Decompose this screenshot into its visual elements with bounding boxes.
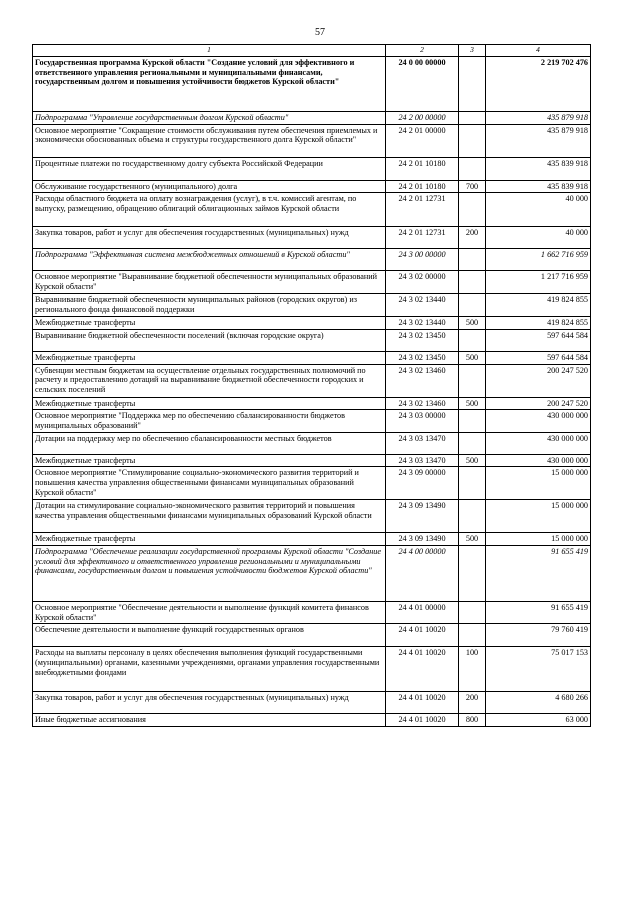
row-code-cell: 24 4 01 10020 — [386, 714, 459, 727]
budget-table — [32, 44, 591, 727]
row-expense-type-cell — [459, 500, 486, 533]
row-amount-cell: 91 655 419 — [486, 601, 591, 623]
row-name-cell: Обеспечение деятельности и выполнение функций государственных органов — [33, 624, 386, 647]
row-amount-cell: 2 219 702 476 — [486, 56, 591, 111]
row-expense-type-cell — [459, 624, 486, 647]
row-expense-type-cell — [459, 467, 486, 500]
table-row — [33, 157, 591, 180]
table-row — [33, 317, 591, 330]
column-header-name: 1 — [33, 45, 386, 57]
table-row — [33, 454, 591, 467]
row-expense-type-cell — [459, 111, 486, 124]
row-amount-cell: 419 824 855 — [486, 294, 591, 317]
row-expense-type-cell — [459, 124, 486, 157]
row-expense-type-cell — [459, 410, 486, 432]
row-expense-type-cell: 500 — [459, 317, 486, 330]
row-code-cell: 24 3 09 13490 — [386, 533, 459, 546]
row-code-cell: 24 3 03 13470 — [386, 454, 459, 467]
row-amount-cell: 435 879 918 — [486, 124, 591, 157]
row-name-cell: Основное мероприятие "Поддержка мер по обеспечению сбалансированности бюджетов муниципальных образований" — [33, 410, 386, 432]
row-expense-type-cell — [459, 193, 486, 227]
table-row — [33, 692, 591, 714]
table-row — [33, 180, 591, 193]
column-header-amount: 4 — [486, 45, 591, 57]
table-row — [33, 601, 591, 623]
row-name-cell: Закупка товаров, работ и услуг для обеспечения государственных (муниципальных) нужд — [33, 692, 386, 714]
row-name-cell: Межбюджетные трансферты — [33, 533, 386, 546]
row-name-cell: Закупка товаров, работ и услуг для обеспечения государственных (муниципальных) нужд — [33, 227, 386, 249]
row-expense-type-cell: 500 — [459, 351, 486, 364]
table-row — [33, 329, 591, 351]
row-expense-type-cell — [459, 545, 486, 601]
table-row — [33, 624, 591, 647]
table-row — [33, 351, 591, 364]
row-name-cell: Расходы на выплаты персоналу в целях обеспечения выполнения функций государственными (муниципальными) органами, казенными учреждениями, органами управления государственными внебюджетными фондами — [33, 647, 386, 692]
row-name-cell: Иные бюджетные ассигнования — [33, 714, 386, 727]
row-code-cell: 24 4 00 00000 — [386, 545, 459, 601]
page-number: 57 — [315, 27, 325, 38]
row-code-cell: 24 3 09 00000 — [386, 467, 459, 500]
table-row — [33, 545, 591, 601]
row-amount-cell: 435 879 918 — [486, 111, 591, 124]
row-amount-cell: 79 760 419 — [486, 624, 591, 647]
row-code-cell: 24 3 00 00000 — [386, 249, 459, 271]
row-code-cell: 24 3 03 13470 — [386, 432, 459, 454]
table-row — [33, 124, 591, 157]
row-code-cell: 24 4 01 10020 — [386, 647, 459, 692]
row-name-cell: Государственная программа Курской области "Создание условий для эффективного и ответственного управления региональными и муниципальными финансами, государственным долгом и повышения устойчивости бюджетов Курской области" — [33, 56, 386, 111]
row-name-cell: Обслуживание государственного (муниципального) долга — [33, 180, 386, 193]
table-row — [33, 249, 591, 271]
row-name-cell: Основное мероприятие "Выравнивание бюджетной обеспеченности муниципальных образований Курской области" — [33, 271, 386, 294]
row-expense-type-cell: 500 — [459, 454, 486, 467]
row-name-cell: Процентные платежи по государственному долгу субъекта Российской Федерации — [33, 157, 386, 180]
row-expense-type-cell: 200 — [459, 227, 486, 249]
row-amount-cell: 40 000 — [486, 193, 591, 227]
row-amount-cell: 430 000 000 — [486, 410, 591, 432]
row-name-cell: Основное мероприятие "Обеспечение деятельности и выполнение функций комитета финансов Курской области" — [33, 601, 386, 623]
row-amount-cell: 4 680 266 — [486, 692, 591, 714]
row-name-cell: Межбюджетные трансферты — [33, 317, 386, 330]
row-code-cell: 24 4 01 10020 — [386, 624, 459, 647]
table-row — [33, 294, 591, 317]
row-expense-type-cell — [459, 601, 486, 623]
row-name-cell: Субвенции местным бюджетам на осуществление отдельных государственных полномочий по расчету и предоставлению дотаций на выравнивание бюджетной обеспеченности городских и сельских поселений — [33, 364, 386, 397]
row-amount-cell: 200 247 520 — [486, 364, 591, 397]
row-name-cell: Межбюджетные трансферты — [33, 397, 386, 410]
row-code-cell: 24 2 01 12731 — [386, 227, 459, 249]
row-code-cell: 24 2 00 00000 — [386, 111, 459, 124]
row-code-cell: 24 3 02 13450 — [386, 329, 459, 351]
row-name-cell: Межбюджетные трансферты — [33, 454, 386, 467]
row-code-cell: 24 3 02 00000 — [386, 271, 459, 294]
table-row — [33, 111, 591, 124]
row-expense-type-cell: 800 — [459, 714, 486, 727]
row-code-cell: 24 3 02 13440 — [386, 294, 459, 317]
row-expense-type-cell — [459, 364, 486, 397]
row-expense-type-cell — [459, 271, 486, 294]
table-row — [33, 56, 591, 111]
row-amount-cell: 430 000 000 — [486, 454, 591, 467]
row-name-cell: Основное мероприятие "Сокращение стоимости обслуживания путем обеспечения приемлемых и экономически обоснованных объема и структуры государственного долга Курской области" — [33, 124, 386, 157]
row-name-cell: Расходы областного бюджета на оплату вознаграждения (услуг), в т.ч. комиссий агентам, по выпуску, размещению, обращению облигаций облигационных займов Курской области — [33, 193, 386, 227]
row-name-cell: Дотации на поддержку мер по обеспечению сбалансированности местных бюджетов — [33, 432, 386, 454]
row-expense-type-cell — [459, 329, 486, 351]
row-code-cell: 24 2 01 10180 — [386, 157, 459, 180]
row-code-cell: 24 4 01 10020 — [386, 692, 459, 714]
row-code-cell: 24 0 00 00000 — [386, 56, 459, 111]
row-amount-cell: 597 644 584 — [486, 329, 591, 351]
row-name-cell: Основное мероприятие "Стимулирование социально-экономического развития территорий и повышения качества управления общественными финансами муниципальных образований Курской области" — [33, 467, 386, 500]
row-amount-cell: 419 824 855 — [486, 317, 591, 330]
row-expense-type-cell: 200 — [459, 692, 486, 714]
row-code-cell: 24 4 01 00000 — [386, 601, 459, 623]
row-code-cell: 24 3 03 00000 — [386, 410, 459, 432]
row-code-cell: 24 3 02 13440 — [386, 317, 459, 330]
column-header-code: 2 — [386, 45, 459, 57]
row-expense-type-cell — [459, 249, 486, 271]
table-row — [33, 410, 591, 432]
table-row — [33, 714, 591, 727]
row-amount-cell: 63 000 — [486, 714, 591, 727]
row-amount-cell: 40 000 — [486, 227, 591, 249]
table-row — [33, 647, 591, 692]
row-name-cell: Дотации на стимулирование социально-экономического развития территорий и повышения качества управления общественными финансами муниципальных образований Курской области — [33, 500, 386, 533]
row-amount-cell: 200 247 520 — [486, 397, 591, 410]
row-expense-type-cell — [459, 432, 486, 454]
table-row — [33, 432, 591, 454]
row-amount-cell: 75 017 153 — [486, 647, 591, 692]
row-code-cell: 24 2 01 12731 — [386, 193, 459, 227]
row-name-cell: Подпрограмма "Эффективная система межбюджетных отношений в Курской области" — [33, 249, 386, 271]
row-expense-type-cell — [459, 56, 486, 111]
table-row — [33, 533, 591, 546]
row-amount-cell: 1 662 716 959 — [486, 249, 591, 271]
row-name-cell: Выравнивание бюджетной обеспеченности муниципальных районов (городских округов) из регионального фонда финансовой поддержки — [33, 294, 386, 317]
row-expense-type-cell: 500 — [459, 397, 486, 410]
row-amount-cell: 15 000 000 — [486, 533, 591, 546]
row-amount-cell: 15 000 000 — [486, 467, 591, 500]
row-name-cell: Выравнивание бюджетной обеспеченности поселений (включая городские округа) — [33, 329, 386, 351]
table-row — [33, 364, 591, 397]
row-name-cell: Межбюджетные трансферты — [33, 351, 386, 364]
row-amount-cell: 91 655 419 — [486, 545, 591, 601]
table-row — [33, 271, 591, 294]
row-code-cell: 24 2 01 00000 — [386, 124, 459, 157]
row-expense-type-cell — [459, 294, 486, 317]
table-row — [33, 467, 591, 500]
row-code-cell: 24 3 09 13490 — [386, 500, 459, 533]
table-row — [33, 193, 591, 227]
table-row — [33, 397, 591, 410]
row-code-cell: 24 3 02 13460 — [386, 397, 459, 410]
row-code-cell: 24 3 02 13450 — [386, 351, 459, 364]
row-amount-cell: 597 644 584 — [486, 351, 591, 364]
table-row — [33, 500, 591, 533]
row-name-cell: Подпрограмма "Управление государственным долгом Курской области" — [33, 111, 386, 124]
row-expense-type-cell — [459, 157, 486, 180]
row-amount-cell: 435 839 918 — [486, 180, 591, 193]
row-amount-cell: 1 217 716 959 — [486, 271, 591, 294]
row-amount-cell: 435 839 918 — [486, 157, 591, 180]
row-expense-type-cell: 500 — [459, 533, 486, 546]
row-code-cell: 24 2 01 10180 — [386, 180, 459, 193]
table-row — [33, 227, 591, 249]
table-header-row — [33, 45, 591, 57]
row-amount-cell: 430 000 000 — [486, 432, 591, 454]
column-header-expense-type: 3 — [459, 45, 486, 57]
row-expense-type-cell: 100 — [459, 647, 486, 692]
row-name-cell: Подпрограмма "Обеспечение реализации государственной программы Курской области "Создание условий для эффективного и ответственного управления региональными и муниципальными финансами, государственным долгом и повышения устойчивости бюджетов Курской области" — [33, 545, 386, 601]
row-expense-type-cell: 700 — [459, 180, 486, 193]
row-amount-cell: 15 000 000 — [486, 500, 591, 533]
row-code-cell: 24 3 02 13460 — [386, 364, 459, 397]
